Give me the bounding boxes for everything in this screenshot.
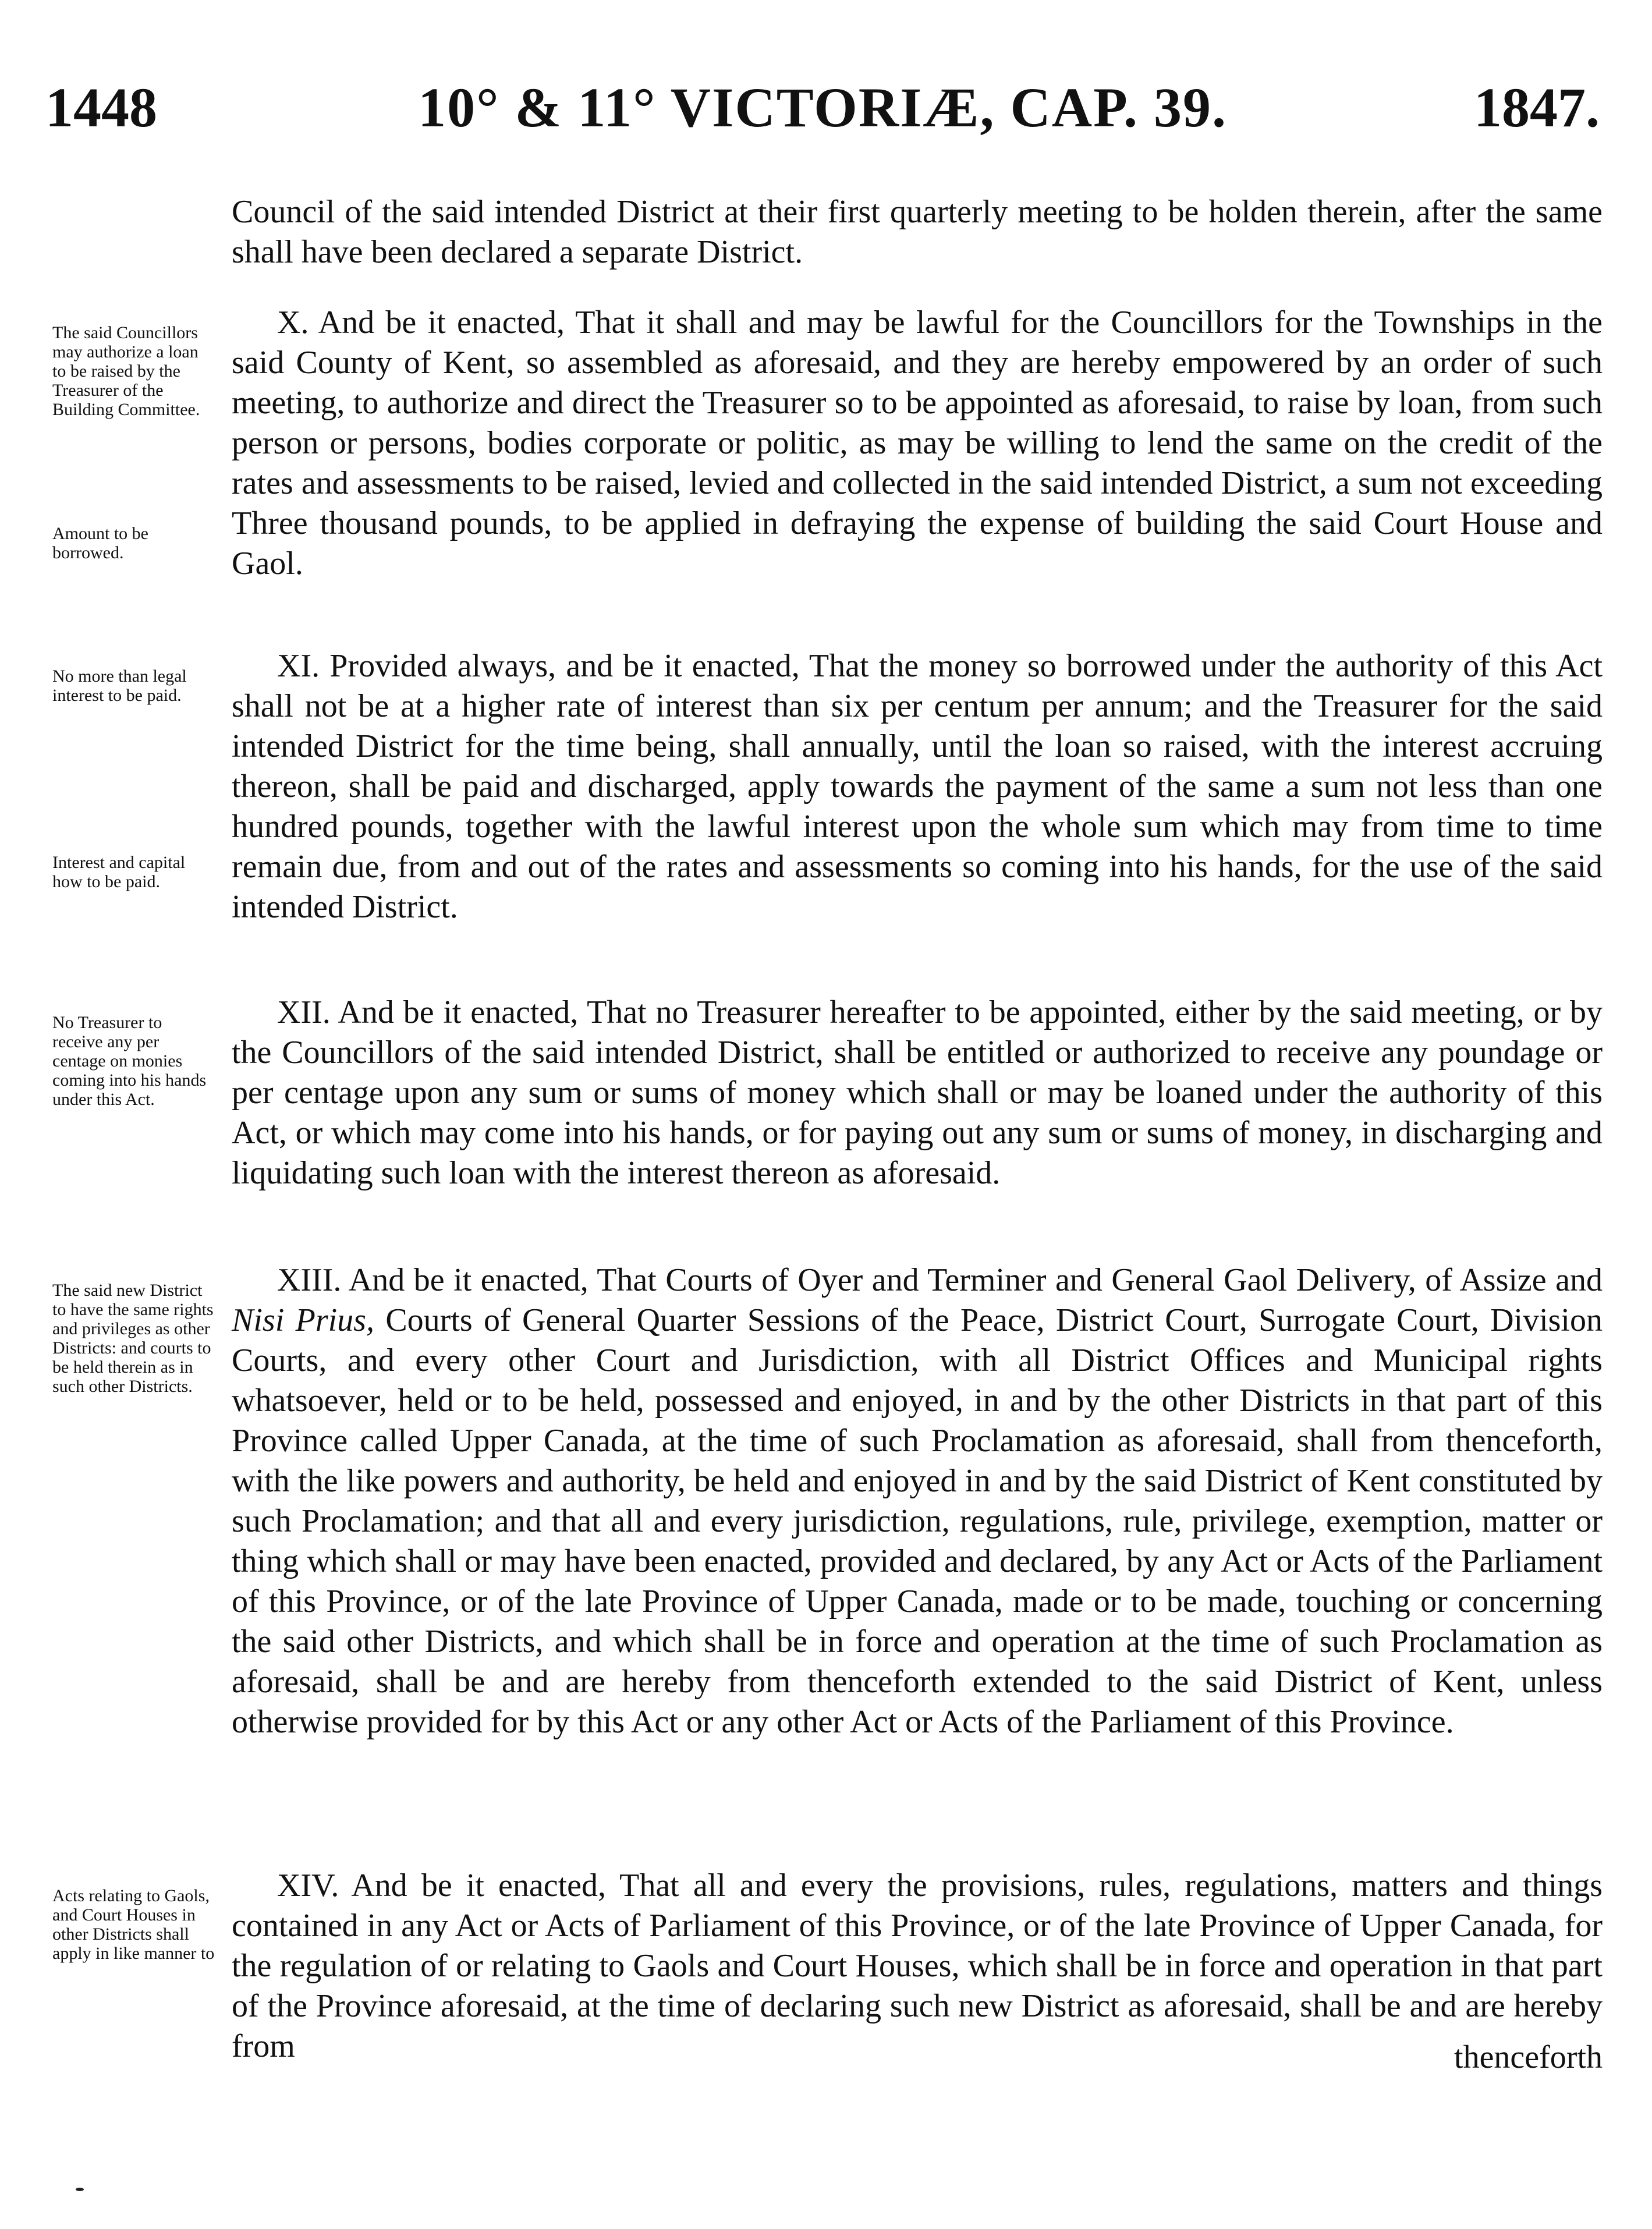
- section-xii-margin-note: No Treasurer to receive any per centage on monies coming into his hands under this Act.: [52, 1013, 207, 1109]
- header-year: 1847.: [1474, 76, 1600, 139]
- catchword: thenceforth: [1454, 2039, 1603, 2075]
- section-x-margin-note-2: Amount to be borrowed.: [52, 524, 148, 562]
- section-xi-margin-note-1: No more than legal interest to be paid.: [52, 667, 187, 705]
- section-x-text: X. And be it enacted, That it shall and may be lawful for the Councillors for the Townships in the said County of Kent, so assembled as aforesaid, and they are hereby empowered by an order of such meeting, to authorize and direct the Treasurer so to be appointed as aforesaid, to raise by loan, from such person or persons, bodies corporate or politic, as may be willing to lend the same on the credit of the rates and assessments to be raised, levied and collected in the said intended District, a sum not exceeding Three thousand pounds, to be applied in defraying the expense of building the said Court House and Gaol.: [232, 304, 1603, 582]
- running-title: 10° & 11° VICTORIÆ, CAP. 39.: [418, 76, 1227, 139]
- section-xiv-text: XIV. And be it enacted, That all and every the provisions, rules, regulations, matters and things contained in any Act or Acts of Parliament of this Province, or of the late Province of Upper Canada, for the regulation of or relating to Gaols and Court Houses, which shall be in force and operation in that part of the Province aforesaid, at the time of declaring such new District as aforesaid, shall be and are hereby from: [232, 1867, 1603, 2064]
- section-xiii-text-start: XIII. And be it enacted, That Courts of Oyer and Terminer and General Gaol Delivery, of Assize and: [277, 1262, 1603, 1298]
- page-number: 1448: [45, 76, 157, 139]
- section-xi-margin-note-2: Interest and capital how to be paid.: [52, 853, 186, 891]
- section-xiv-margin-note: Acts relating to Gaols, and Court Houses in other Districts shall apply in like manner to: [52, 1886, 215, 1963]
- page-header: [45, 64, 1600, 151]
- continuation-paragraph: Council of the said intended District at their first quarterly meeting to be holden therein, after the same shall have been declared a separate District.: [232, 194, 1603, 270]
- section-xiii-margin-note: The said new District to have the same rights and privileges as other Districts: and courts to be held therein as in such other Districts.: [52, 1281, 214, 1396]
- print-speck: [76, 2188, 84, 2191]
- section-x-margin-note-1: The said Councillors may authorize a loan to be raised by the Treasurer of the Building Committee.: [52, 323, 200, 419]
- section-xi-text: XI. Provided always, and be it enacted, That the money so borrowed under the authority of this Act shall not be at a higher rate of interest than six per centum per annum; and the Treasurer for the said intended District for the time being, shall annually, until the loan so raised, with the interest accruing thereon, shall be paid and discharged, apply towards the payment of the same a sum not less than one hundred pounds, together with the lawful interest upon the whole sum which may from time to time remain due, from and out of the rates and assessments so coming into his hands, for the use of the said intended District.: [232, 648, 1603, 925]
- section-xiii-italic-term: Nisi Prius,: [232, 1302, 374, 1338]
- section-xii-text: XII. And be it enacted, That no Treasurer hereafter to be appointed, either by the said meeting, or by the Councillors of the said intended District, shall be entitled or authorized to receive any poundage or per centage upon any sum or sums of money which shall or may be loaned under the authority of this Act, or which may come into his hands, or for paying out any sum or sums of money, in discharging and liquidating such loan with the interest thereon as aforesaid.: [232, 994, 1603, 1191]
- section-xiii-text: [232, 1260, 1603, 1742]
- section-xiii-text-end: Courts of General Quarter Sessions of the Peace, District Court, Surrogate Court, Division Courts, and every other Court and Jurisdiction, with all District Offices and Municipal rights whatsoever, held or to be held, possessed and enjoyed, in and by the other Districts in that part of this Province called Upper Canada, at the time of such Proclamation as aforesaid, shall from thenceforth, with the like powers and authority, be held and enjoyed in and by the said District of Kent constituted by such Proclamation; and that all and every jurisdiction, regulations, rule, privilege, exemption, matter or thing which shall or may have been enacted, provided and declared, by any Act or Acts of the Parliament of this Province, or of the late Province of Upper Canada, made or to be made, touching or concerning the said other Districts, and which shall be in force and operation at the time of such Proclamation as aforesaid, shall be and are hereby from thenceforth extended to the said District of Kent, unless otherwise provided for by this Act or any other Act or Acts of the Parliament of this Province.: [232, 1302, 1603, 1740]
